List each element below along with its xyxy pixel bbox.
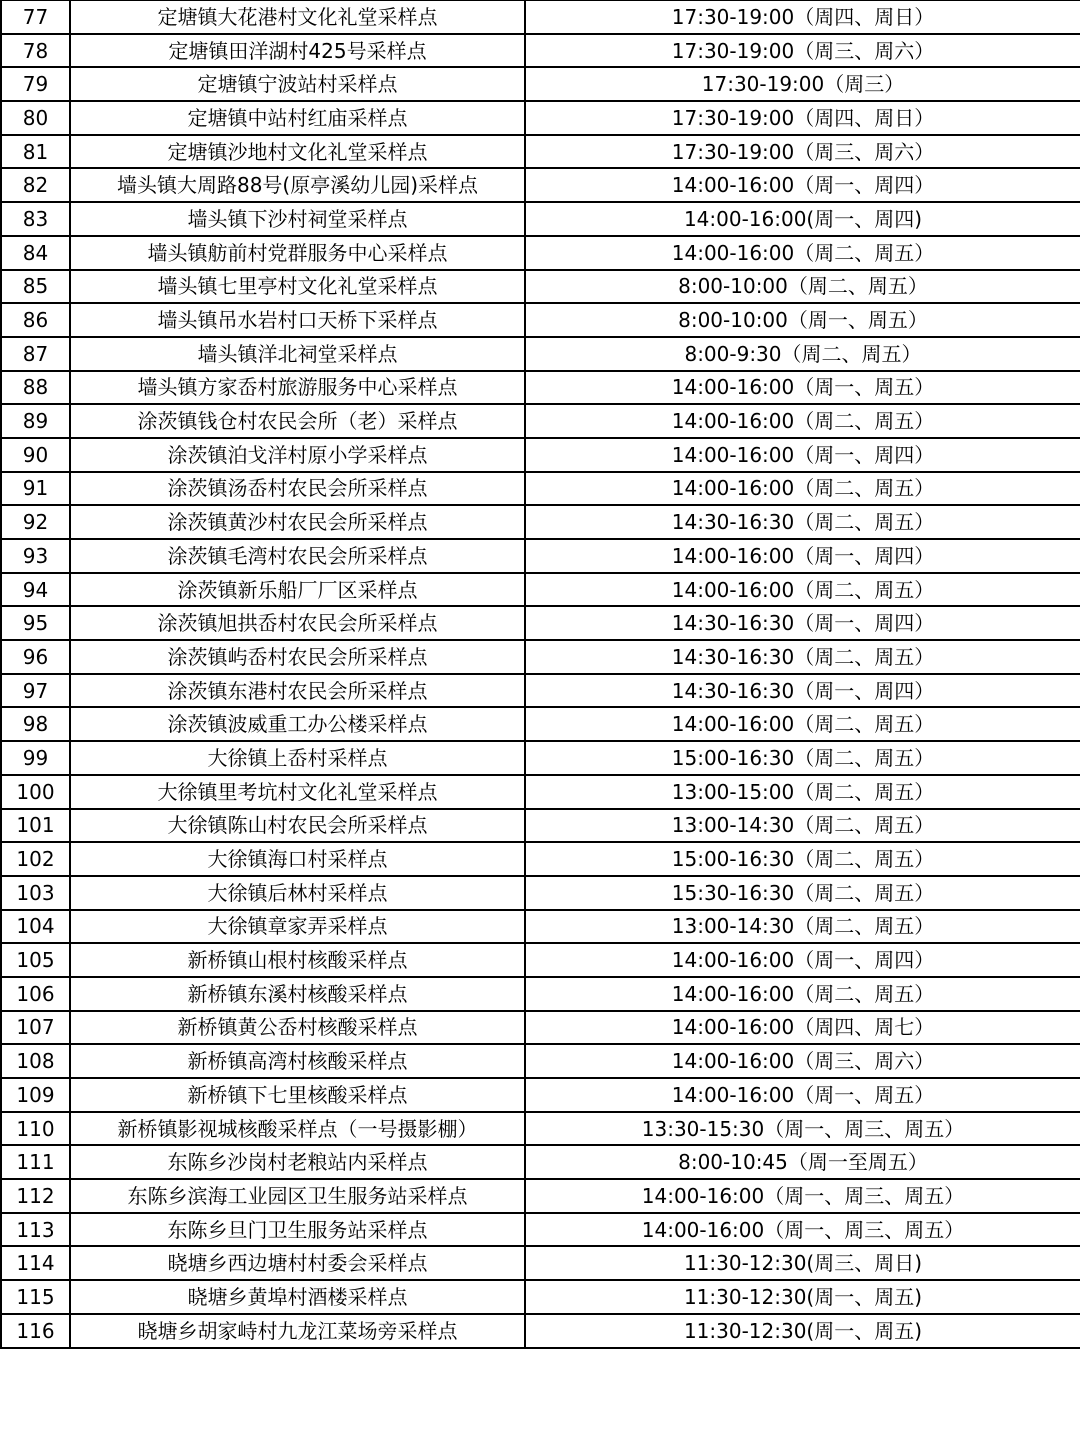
- row-number-cell: 86: [1, 303, 70, 337]
- row-number-cell: 111: [1, 1145, 70, 1179]
- schedule-cell: 14:00-16:00（周一、周三、周五）: [525, 1213, 1080, 1247]
- row-number-cell: 102: [1, 842, 70, 876]
- site-name-cell: 涂茨镇新乐船厂厂区采样点: [70, 573, 525, 607]
- row-number-cell: 85: [1, 270, 70, 304]
- site-name-cell: 墙头镇大周路88号(原亭溪幼儿园)采样点: [70, 168, 525, 202]
- schedule-cell: 11:30-12:30(周一、周五): [525, 1280, 1080, 1314]
- schedule-cell: 14:30-16:30（周二、周五）: [525, 505, 1080, 539]
- schedule-cell: 8:00-10:45（周一至周五）: [525, 1145, 1080, 1179]
- row-number-cell: 110: [1, 1112, 70, 1146]
- table-row: [1, 775, 1080, 809]
- row-number-cell: 77: [1, 1, 70, 34]
- schedule-cell: 14:00-16:00（周二、周五）: [525, 977, 1080, 1011]
- schedule-cell: 14:00-16:00（周四、周七）: [525, 1011, 1080, 1045]
- site-name-cell: 涂茨镇波威重工办公楼采样点: [70, 707, 525, 741]
- table-row: [1, 371, 1080, 405]
- row-number-cell: 106: [1, 977, 70, 1011]
- table-row: [1, 303, 1080, 337]
- table-row: [1, 1246, 1080, 1280]
- site-name-cell: 墙头镇方家岙村旅游服务中心采样点: [70, 371, 525, 405]
- row-number-cell: 100: [1, 775, 70, 809]
- row-number-cell: 89: [1, 404, 70, 438]
- site-name-cell: 新桥镇黄公岙村核酸采样点: [70, 1011, 525, 1045]
- table-row: [1, 101, 1080, 135]
- row-number-cell: 107: [1, 1011, 70, 1045]
- table-row: [1, 202, 1080, 236]
- site-name-cell: 涂茨镇钱仓村农民会所（老）采样点: [70, 404, 525, 438]
- site-name-cell: 晓塘乡胡家峙村九龙江菜场旁采样点: [70, 1314, 525, 1348]
- row-number-cell: 99: [1, 741, 70, 775]
- site-name-cell: 涂茨镇汤岙村农民会所采样点: [70, 472, 525, 506]
- row-number-cell: 96: [1, 640, 70, 674]
- schedule-cell: 14:00-16:00（周二、周五）: [525, 404, 1080, 438]
- table-row: [1, 1078, 1080, 1112]
- site-name-cell: 墙头镇吊水岩村口天桥下采样点: [70, 303, 525, 337]
- row-number-cell: 78: [1, 34, 70, 68]
- row-number-cell: 115: [1, 1280, 70, 1314]
- table-row: [1, 1, 1080, 34]
- row-number-cell: 81: [1, 135, 70, 169]
- table-row: [1, 977, 1080, 1011]
- site-name-cell: 涂茨镇屿岙村农民会所采样点: [70, 640, 525, 674]
- site-name-cell: 定塘镇宁波站村采样点: [70, 67, 525, 101]
- schedule-cell: 15:30-16:30（周二、周五）: [525, 876, 1080, 910]
- site-name-cell: 大徐镇章家弄采样点: [70, 910, 525, 944]
- table-row: [1, 1112, 1080, 1146]
- table-row: [1, 809, 1080, 843]
- table-row: [1, 707, 1080, 741]
- schedule-cell: 17:30-19:00（周三）: [525, 67, 1080, 101]
- row-number-cell: 93: [1, 539, 70, 573]
- site-name-cell: 墙头镇七里亭村文化礼堂采样点: [70, 270, 525, 304]
- row-number-cell: 101: [1, 809, 70, 843]
- table-row: [1, 842, 1080, 876]
- schedule-cell: 14:00-16:00(周一、周四): [525, 202, 1080, 236]
- site-name-cell: 晓塘乡黄埠村酒楼采样点: [70, 1280, 525, 1314]
- table-row: [1, 910, 1080, 944]
- site-name-cell: 涂茨镇东港村农民会所采样点: [70, 674, 525, 708]
- schedule-cell: 14:00-16:00（周二、周五）: [525, 236, 1080, 270]
- schedule-cell: 14:00-16:00（周二、周五）: [525, 707, 1080, 741]
- table-body: [1, 1, 1080, 1348]
- schedule-cell: 8:00-9:30（周二、周五）: [525, 337, 1080, 371]
- row-number-cell: 98: [1, 707, 70, 741]
- table-row: [1, 1179, 1080, 1213]
- row-number-cell: 95: [1, 606, 70, 640]
- schedule-cell: 17:30-19:00（周三、周六）: [525, 135, 1080, 169]
- site-name-cell: 定塘镇大花港村文化礼堂采样点: [70, 1, 525, 34]
- schedule-cell: 14:30-16:30（周一、周四）: [525, 674, 1080, 708]
- table-row: [1, 404, 1080, 438]
- site-name-cell: 定塘镇中站村红庙采样点: [70, 101, 525, 135]
- site-name-cell: 墙头镇洋北祠堂采样点: [70, 337, 525, 371]
- row-number-cell: 92: [1, 505, 70, 539]
- table-row: [1, 135, 1080, 169]
- schedule-cell: 17:30-19:00（周三、周六）: [525, 34, 1080, 68]
- row-number-cell: 90: [1, 438, 70, 472]
- site-name-cell: 东陈乡沙岗村老粮站内采样点: [70, 1145, 525, 1179]
- row-number-cell: 80: [1, 101, 70, 135]
- site-name-cell: 大徐镇上岙村采样点: [70, 741, 525, 775]
- row-number-cell: 103: [1, 876, 70, 910]
- schedule-cell: 14:00-16:00（周一、周三、周五）: [525, 1179, 1080, 1213]
- site-name-cell: 大徐镇陈山村农民会所采样点: [70, 809, 525, 843]
- schedule-cell: 14:00-16:00（周一、周五）: [525, 371, 1080, 405]
- site-name-cell: 东陈乡旦门卫生服务站采样点: [70, 1213, 525, 1247]
- schedule-cell: 14:00-16:00（周一、周四）: [525, 168, 1080, 202]
- row-number-cell: 84: [1, 236, 70, 270]
- table-row: [1, 674, 1080, 708]
- site-name-cell: 大徐镇海口村采样点: [70, 842, 525, 876]
- site-name-cell: 新桥镇高湾村核酸采样点: [70, 1044, 525, 1078]
- table-row: [1, 67, 1080, 101]
- table-row: [1, 539, 1080, 573]
- row-number-cell: 88: [1, 371, 70, 405]
- row-number-cell: 108: [1, 1044, 70, 1078]
- schedule-cell: 11:30-12:30(周一、周五): [525, 1314, 1080, 1348]
- row-number-cell: 82: [1, 168, 70, 202]
- table-row: [1, 1145, 1080, 1179]
- site-name-cell: 新桥镇下七里核酸采样点: [70, 1078, 525, 1112]
- table-row: [1, 505, 1080, 539]
- site-name-cell: 定塘镇沙地村文化礼堂采样点: [70, 135, 525, 169]
- schedule-cell: 17:30-19:00（周四、周日）: [525, 101, 1080, 135]
- table-row: [1, 606, 1080, 640]
- site-name-cell: 涂茨镇旭拱岙村农民会所采样点: [70, 606, 525, 640]
- table-row: [1, 1314, 1080, 1348]
- table-row: [1, 1213, 1080, 1247]
- row-number-cell: 83: [1, 202, 70, 236]
- site-name-cell: 定塘镇田洋湖村425号采样点: [70, 34, 525, 68]
- table-row: [1, 236, 1080, 270]
- site-name-cell: 涂茨镇黄沙村农民会所采样点: [70, 505, 525, 539]
- row-number-cell: 104: [1, 910, 70, 944]
- schedule-cell: 13:00-15:00（周二、周五）: [525, 775, 1080, 809]
- table-row: [1, 270, 1080, 304]
- site-name-cell: 东陈乡滨海工业园区卫生服务站采样点: [70, 1179, 525, 1213]
- row-number-cell: 114: [1, 1246, 70, 1280]
- table-row: [1, 472, 1080, 506]
- schedule-cell: 14:00-16:00（周一、周五）: [525, 1078, 1080, 1112]
- table-row: [1, 741, 1080, 775]
- schedule-cell: 14:30-16:30（周一、周四）: [525, 606, 1080, 640]
- row-number-cell: 91: [1, 472, 70, 506]
- schedule-cell: 8:00-10:00（周一、周五）: [525, 303, 1080, 337]
- site-name-cell: 大徐镇里考坑村文化礼堂采样点: [70, 775, 525, 809]
- table-row: [1, 438, 1080, 472]
- site-name-cell: 涂茨镇泊戈洋村原小学采样点: [70, 438, 525, 472]
- schedule-cell: 14:00-16:00（周一、周四）: [525, 943, 1080, 977]
- row-number-cell: 97: [1, 674, 70, 708]
- row-number-cell: 87: [1, 337, 70, 371]
- schedule-cell: 11:30-12:30(周三、周日): [525, 1246, 1080, 1280]
- table-row: [1, 1280, 1080, 1314]
- schedule-cell: 15:00-16:30（周二、周五）: [525, 741, 1080, 775]
- row-number-cell: 94: [1, 573, 70, 607]
- schedule-cell: 14:00-16:00（周二、周五）: [525, 472, 1080, 506]
- row-number-cell: 113: [1, 1213, 70, 1247]
- schedule-cell: 13:30-15:30（周一、周三、周五）: [525, 1112, 1080, 1146]
- schedule-cell: 14:00-16:00（周二、周五）: [525, 573, 1080, 607]
- table-row: [1, 34, 1080, 68]
- row-number-cell: 116: [1, 1314, 70, 1348]
- table-row: [1, 337, 1080, 371]
- schedule-cell: 14:00-16:00（周三、周六）: [525, 1044, 1080, 1078]
- schedule-cell: 13:00-14:30（周二、周五）: [525, 910, 1080, 944]
- row-number-cell: 109: [1, 1078, 70, 1112]
- table-row: [1, 876, 1080, 910]
- table-row: [1, 640, 1080, 674]
- site-name-cell: 墙头镇下沙村祠堂采样点: [70, 202, 525, 236]
- table-row: [1, 943, 1080, 977]
- schedule-cell: 14:00-16:00（周一、周四）: [525, 539, 1080, 573]
- schedule-cell: 15:00-16:30（周二、周五）: [525, 842, 1080, 876]
- site-name-cell: 晓塘乡西边塘村村委会采样点: [70, 1246, 525, 1280]
- table-row: [1, 168, 1080, 202]
- site-name-cell: 新桥镇东溪村核酸采样点: [70, 977, 525, 1011]
- site-name-cell: 新桥镇影视城核酸采样点（一号摄影棚）: [70, 1112, 525, 1146]
- schedule-cell: 14:30-16:30（周二、周五）: [525, 640, 1080, 674]
- schedule-cell: 8:00-10:00（周二、周五）: [525, 270, 1080, 304]
- schedule-cell: 17:30-19:00（周四、周日）: [525, 1, 1080, 34]
- row-number-cell: 79: [1, 67, 70, 101]
- row-number-cell: 112: [1, 1179, 70, 1213]
- table-row: [1, 573, 1080, 607]
- site-name-cell: 涂茨镇毛湾村农民会所采样点: [70, 539, 525, 573]
- row-number-cell: 105: [1, 943, 70, 977]
- table-row: [1, 1011, 1080, 1045]
- site-name-cell: 新桥镇山根村核酸采样点: [70, 943, 525, 977]
- schedule-cell: 13:00-14:30（周二、周五）: [525, 809, 1080, 843]
- site-name-cell: 大徐镇后林村采样点: [70, 876, 525, 910]
- table-row: [1, 1044, 1080, 1078]
- schedule-cell: 14:00-16:00（周一、周四）: [525, 438, 1080, 472]
- site-name-cell: 墙头镇舫前村党群服务中心采样点: [70, 236, 525, 270]
